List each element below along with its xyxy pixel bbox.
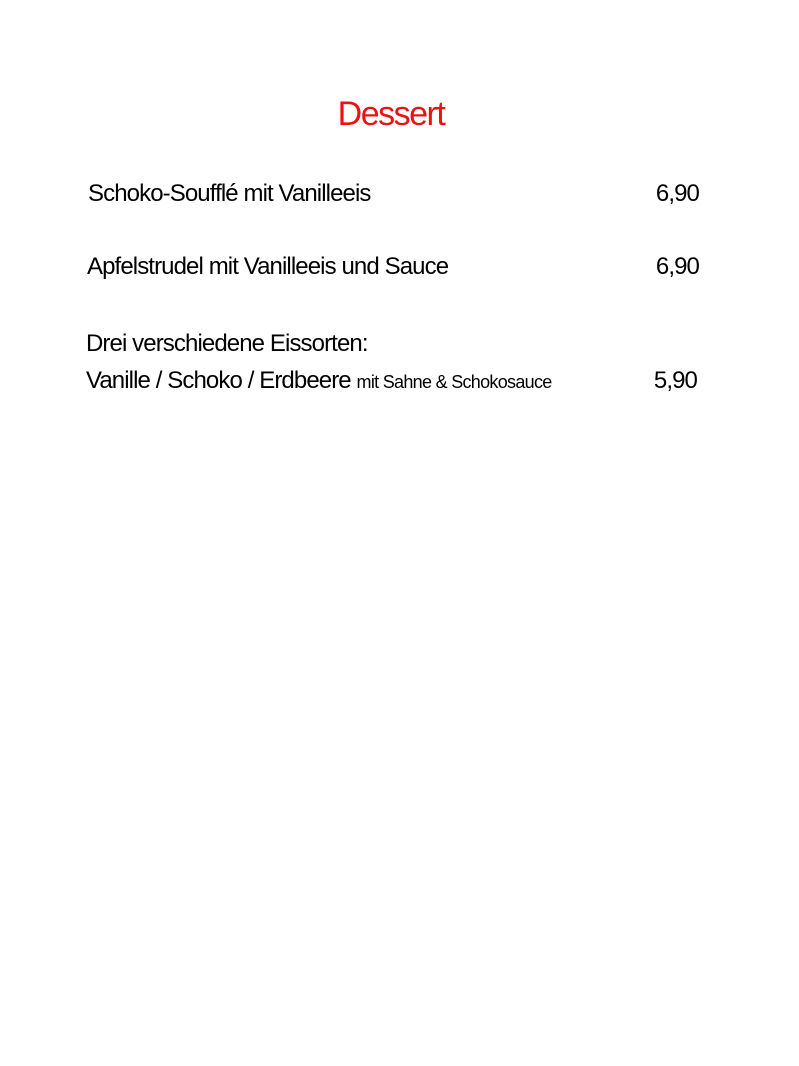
menu-item-price: 5,90 bbox=[653, 367, 697, 394]
menu-item-price: 6,90 bbox=[655, 253, 699, 280]
menu-item-name: Schoko-Soufflé mit Vanilleeis bbox=[88, 180, 371, 207]
menu-item-intro: Drei verschiedene Eissorten: bbox=[86, 330, 368, 357]
menu-item-name-line bbox=[86, 367, 552, 396]
menu-item-price: 6,90 bbox=[655, 180, 699, 207]
menu-item-name: Apfelstrudel mit Vanilleeis und Sauce bbox=[87, 253, 449, 280]
menu-item-extra: mit Sahne & Schokosauce bbox=[356, 372, 552, 392]
menu-title: Dessert bbox=[337, 95, 445, 133]
menu-item-name: Vanille / Schoko / Erdbeere bbox=[86, 367, 351, 394]
